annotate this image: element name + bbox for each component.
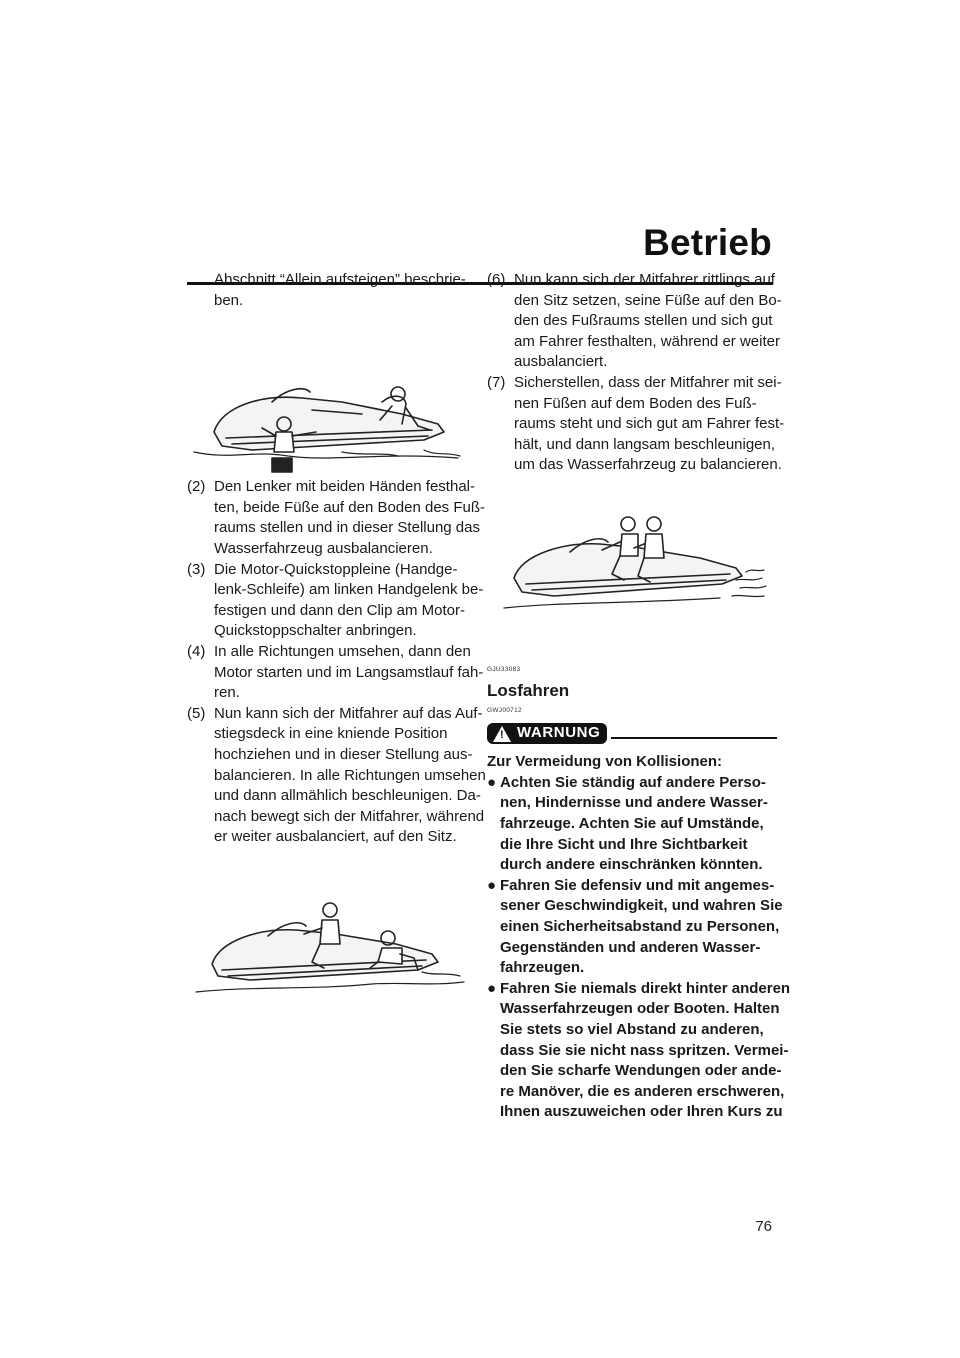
- step-text: stiegsdeck in eine kniende Position: [214, 725, 448, 743]
- bullet-dot-icon: ●: [487, 979, 497, 997]
- bullet-dot-icon: ●: [487, 876, 497, 894]
- section-code: GJU33083: [487, 666, 521, 673]
- step-text: Die Motor-Quickstoppleine (Handge-: [214, 560, 458, 578]
- step-text: ren.: [214, 684, 240, 702]
- step-text: den des Fußraums stellen und sich gut: [514, 312, 773, 330]
- bullet-dot-icon: ●: [487, 773, 497, 791]
- intro-line: ben.: [214, 291, 244, 309]
- step-text: hochziehen und in dieser Stellung aus-: [214, 745, 473, 763]
- step-text: Wasserfahrzeug ausbalancieren.: [214, 539, 433, 557]
- warning-bullet: [487, 773, 777, 876]
- step-5: [187, 704, 486, 848]
- bullet-text: Ihnen auszuweichen oder Ihren Kurs zu: [500, 1103, 783, 1121]
- bullet-text: einen Sicherheitsabstand zu Personen,: [500, 917, 780, 935]
- illustration-boarding-from-water: [192, 380, 462, 475]
- bullet-text: Fahren Sie niemals direkt hinter anderen: [500, 979, 791, 997]
- bullet-text: fahrzeuge. Achten Sie auf Umstände,: [500, 814, 764, 832]
- step-number: (4): [187, 642, 206, 660]
- warning-rule: [611, 737, 777, 739]
- warning-intro: Zur Vermeidung von Kollisionen:: [487, 753, 723, 771]
- step-text: er weiter ausbalanciert, auf den Sitz.: [214, 828, 457, 846]
- step-text: ausbalanciert.: [514, 353, 608, 371]
- bullet-text: fahrzeugen.: [500, 959, 585, 977]
- bullet-text: Sie stets so viel Abstand zu anderen,: [500, 1020, 764, 1038]
- step-text: Nun kann sich der Mitfahrer auf das Auf-: [214, 704, 483, 722]
- step-text: Nun kann sich der Mitfahrer rittlings auf: [514, 271, 775, 288]
- step-text: ten, beide Füße auf den Boden des Fuß-: [214, 498, 486, 516]
- step-7: [487, 373, 785, 476]
- step-text: nen Füßen auf dem Boden des Fuß-: [514, 394, 757, 412]
- bullet-text: sener Geschwindigkeit, und wahren Sie: [500, 897, 783, 915]
- illustration-passenger-kneeling: [192, 898, 467, 1003]
- bullet-text: dass Sie sie nicht nass spritzen. Vermei-: [500, 1041, 789, 1059]
- illustration-rider-and-passenger-seated: [500, 512, 770, 617]
- bullet-text: die Ihre Sicht und Ihre Sichtbarkeit: [500, 835, 748, 853]
- step-text: nach bewegt sich der Mitfahrer, während: [214, 807, 485, 825]
- right-column: [487, 270, 785, 476]
- step-number: (6): [487, 271, 506, 288]
- step-text: lenk-Schleife) am linken Handgelenk be-: [214, 581, 484, 599]
- step-text: Quickstoppschalter anbringen.: [214, 622, 417, 640]
- bullet-text: Achten Sie ständig auf andere Perso-: [500, 773, 766, 791]
- step-number: (5): [187, 704, 206, 722]
- page-title: Betrieb: [643, 222, 772, 263]
- step-text: und dann allmählich beschleunigen. Da-: [214, 787, 481, 805]
- warning-bullet: [487, 876, 783, 979]
- step-number: (7): [487, 373, 506, 391]
- step-text: raums stellen und in dieser Stellung das: [214, 519, 480, 537]
- left-column: [187, 270, 486, 848]
- step-text: festigen und dann den Clip am Motor-: [214, 601, 465, 619]
- page-number: 76: [755, 1218, 772, 1235]
- step-text: Sicherstellen, dass der Mitfahrer mit sei-: [514, 373, 782, 391]
- step-text: um das Wasserfahrzeug zu balancieren.: [514, 456, 782, 474]
- bullet-text: Fahren Sie defensiv und mit angemes-: [500, 876, 775, 894]
- bullet-text: Gegenständen und anderen Wasser-: [500, 938, 761, 956]
- bullet-text: durch andere einschränken könnten.: [500, 856, 763, 874]
- section-losfahren: [487, 660, 791, 1123]
- step-number: (2): [187, 478, 206, 496]
- step-number: (3): [187, 560, 206, 578]
- step-text: hält, und dann langsam beschleunigen,: [514, 435, 776, 453]
- step-text: den Sitz setzen, seine Füße auf den Bo-: [514, 291, 782, 309]
- bullet-text: Wasserfahrzeugen oder Booten. Halten: [500, 1000, 780, 1018]
- warning-code: GWJ00712: [487, 706, 522, 714]
- warning-bullet: [487, 979, 791, 1123]
- bullet-text: den Sie scharfe Wendungen oder ande-: [500, 1062, 782, 1080]
- bullet-text: re Manöver, die es anderen erschweren,: [500, 1082, 785, 1100]
- warning-triangle-icon: !: [493, 726, 511, 742]
- step-text: Motor starten und im Langsamstlauf fah-: [214, 663, 484, 681]
- warning-header: [487, 723, 777, 744]
- step-text: In alle Richtungen umsehen, dann den: [214, 642, 471, 660]
- bullet-text: nen, Hindernisse und andere Wasser-: [500, 794, 768, 812]
- step-text: raums steht und sich gut am Fahrer fest-: [514, 415, 785, 433]
- warning-label: WARNUNG: [517, 724, 601, 742]
- intro-line: Abschnitt “Allein aufsteigen” beschrie-: [214, 271, 466, 288]
- step-2: [187, 477, 486, 559]
- step-text: Den Lenker mit beiden Händen festhal-: [214, 478, 475, 496]
- step-4: [187, 642, 484, 704]
- step-6: [487, 270, 782, 373]
- step-3: [187, 560, 484, 642]
- section-title: Losfahren: [487, 680, 570, 700]
- warning-badge: [487, 723, 607, 744]
- step-text: balancieren. In alle Richtungen umsehen: [214, 766, 486, 784]
- step-text: am Fahrer festhalten, während er weiter: [514, 332, 780, 350]
